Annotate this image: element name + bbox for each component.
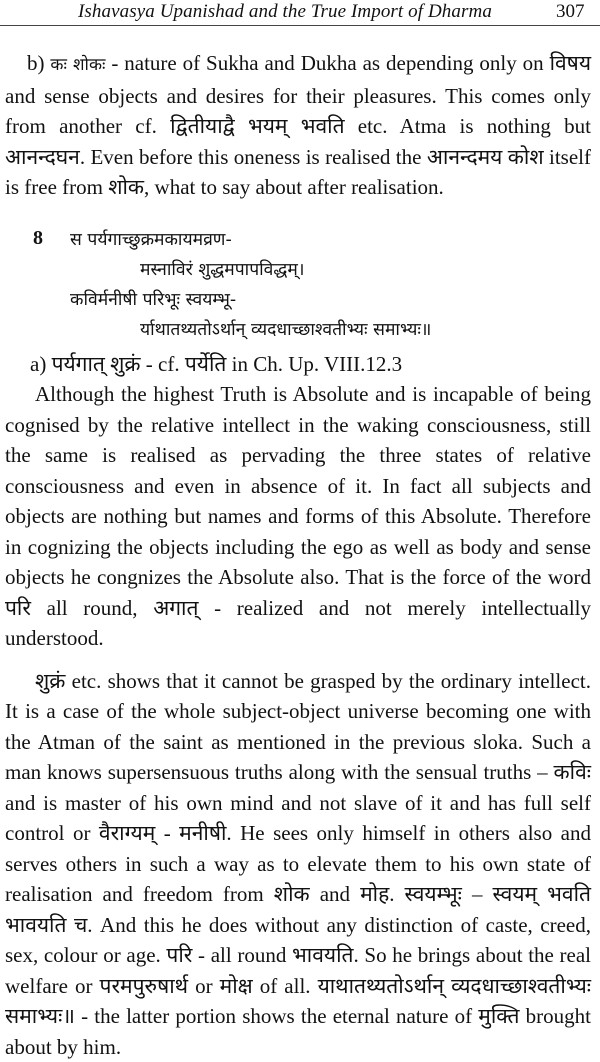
note-b-text: - nature of Sukha and Dukha as depending only on विषय and sense objects and desires for their pleasures. This comes only from another cf. द्वितीयाद्वै भयम् भवति etc. Atma is nothing but आनन्दघन. Even before this oneness is realised the आनन्दमय कोश itself is free from शोक, what to say about after realisation.	[5, 51, 591, 199]
page-number: 307	[556, 1, 585, 23]
page-body	[0, 48, 600, 1062]
page-header	[0, 0, 600, 26]
verse-line: मस्नाविरं शुद्धमपापविद्धम्।	[140, 257, 304, 281]
verse-line: स पर्यगाच्छुक्रमकायमव्रण-	[70, 227, 232, 251]
verse-line: कविर्मनीषी परिभूः स्वयम्भू-	[70, 287, 236, 311]
truth-paragraph: Although the highest Truth is Absolute and is incapable of being cognised by the relative intellect in the waking consciousness, still the same is realised as pervading the three states of relative consciousness and even in absence of it. In fact all subjects and objects are nothing but names and forms of this Absolute. Therefore in cognizing the objects including the ego as well as body and sense objects he congnizes the Absolute also. That is the force of the word परि all round, अगात् - realized and not merely intellectually understood.	[0, 379, 600, 654]
note-b-term: कः शोकः	[50, 55, 105, 75]
verse-number: 8	[33, 227, 43, 250]
header-rule	[0, 25, 600, 26]
verse-block	[0, 221, 600, 345]
note-b-label: b)	[27, 51, 50, 75]
verse-line: र्याथातथ्यतोऽर्थान् व्यदधाच्छाश्वतीभ्यः समाभ्यः॥	[140, 317, 431, 341]
shukram-paragraph: शुक्रं etc. shows that it cannot be grasped by the ordinary intellect. It is a case of the whole subject-object universe becoming one with the Atman of the saint as mentioned in the previous sloka. Such a man knows supersensuous truths along with the sensual truths – कविः and is master of his own mind and not slave of it and has full self control or वैराग्यम् - मनीषी. He sees only himself in others also and serves others in such a way as to elevate them to his own state of realisation and freedom from शोक and मोह. स्वयम्भूः – स्वयम् भवति भावयति च. And this he does without any distinction of caste, creed, sex, colour or age. परि - all round भावयति. So he brings about the real welfare or परमपुरुषार्थ or मोक्ष of all. याथातथ्यतोऽर्थान् व्यदधाच्छाश्वतीभ्यः समाभ्यः॥ - the latter portion shows the eternal nature of मुक्ति brought about by him.	[0, 666, 600, 1062]
note-b-paragraph	[0, 48, 600, 203]
note-a-line: a) पर्यगात् शुक्रं - cf. पर्येति in Ch. Up. VIII.12.3	[0, 349, 600, 380]
running-head: Ishavasya Upanishad and the True Import of Dharma	[78, 1, 492, 23]
